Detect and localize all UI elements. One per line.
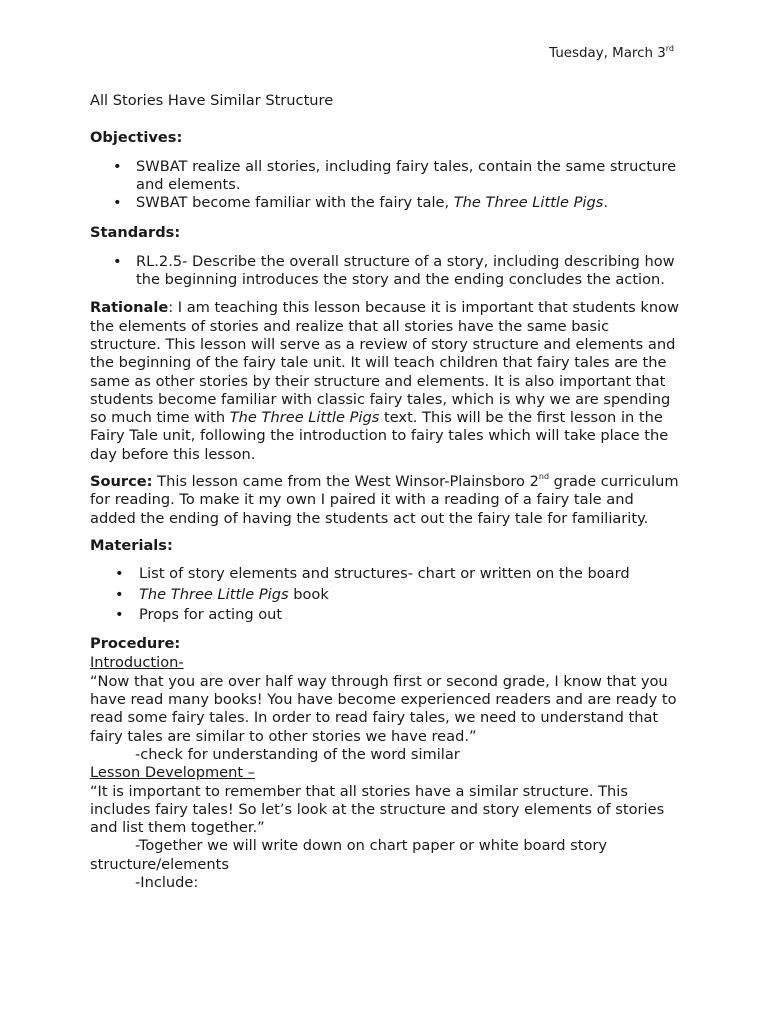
grade-ordinal: nd — [538, 472, 550, 482]
introduction-quote: “Now that you are over half way through first or second grade, I know that you have read many books! You have become experienced readers and are ready to read some fairy tales. In order to read fairy tales, we need to understand that fairy tales are similar to other stories we have read.” — [90, 672, 677, 745]
source-text: This lesson came from the West Winsor-Plainsboro 2 — [152, 473, 539, 491]
bullet-icon: • — [115, 605, 124, 623]
material-text: List of story elements and structures- chart or written on the board — [139, 565, 630, 583]
book-title: The Three Little Pigs — [229, 409, 380, 427]
list-item — [90, 586, 680, 604]
objective-text: SWBAT become familiar with the fairy tale, — [136, 194, 454, 212]
rationale-label: Rationale — [90, 299, 169, 317]
lesson-development-include: -Include: — [135, 873, 199, 891]
procedure-heading: Procedure: — [90, 635, 181, 653]
introduction-step: -check for understanding of the word similar — [135, 745, 460, 763]
standards-heading: Standards: — [90, 224, 181, 242]
document-body — [90, 92, 680, 892]
lesson-development-step: -Together we will write down on chart paper or white board story structure/elements — [90, 837, 608, 873]
bullet-icon: • — [115, 565, 124, 583]
bullet-icon: • — [113, 194, 122, 212]
list-item — [90, 606, 680, 624]
source-paragraph — [90, 473, 680, 528]
book-title: The Three Little Pigs — [139, 585, 289, 603]
date-header — [549, 45, 674, 63]
lesson-development-label: Lesson Development – — [90, 764, 256, 782]
list-item — [90, 158, 680, 195]
list-item — [90, 253, 680, 290]
list-item — [90, 194, 680, 212]
bullet-icon: • — [113, 157, 122, 175]
date-text: Tuesday, March 3 — [549, 46, 666, 61]
date-ordinal: rd — [665, 43, 674, 53]
bullet-icon: • — [113, 252, 122, 270]
objective-text-end: . — [603, 194, 608, 212]
rationale-paragraph — [90, 299, 680, 464]
materials-heading: Materials: — [90, 536, 173, 554]
material-text: Props for acting out — [139, 605, 283, 623]
lesson-development-quote: “It is important to remember that all stories have a similar structure. This includes fairy tales! So let’s look at the structure and story elements of stories and list them together.” — [90, 782, 665, 837]
objectives-heading: Objectives: — [90, 129, 183, 147]
materials-list — [90, 565, 680, 624]
standards-list — [90, 253, 680, 290]
source-label: Source: — [90, 473, 153, 491]
standard-text: RL.2.5- Describe the overall structure of a story, including describing how the beginning introduces the story and the ending concludes the action. — [136, 252, 675, 289]
material-text: book — [288, 585, 329, 603]
lesson-title: All Stories Have Similar Structure — [90, 92, 334, 109]
objectives-list — [90, 158, 680, 213]
source-text-end: grade curriculum for reading. To make it my own I paired it with a reading of a fairy tale and added the ending of having the students act out the fairy tale for familiarity. — [90, 473, 679, 527]
book-title: The Three Little Pigs — [453, 194, 604, 212]
list-item — [90, 565, 680, 583]
introduction-label: Introduction- — [90, 654, 184, 672]
rationale-text: : I am teaching this lesson because it is important that students know the elements of stories and realize that all stories have the same basic structure. This lesson will serve as a review of story structure and elements and the beginning of the fairy tale unit. It will teach children that fairy tales are the same as other stories by their structure and elements. It is also important that students become familiar with classic fairy tales, which is why we are spending so much time with — [90, 299, 679, 427]
rationale-text-end: text. This will be the first lesson in the Fairy Tale unit, following the introduction to fairy tales which will take place the day before this lesson. — [90, 409, 669, 463]
bullet-icon: • — [115, 585, 124, 603]
objective-text: SWBAT realize all stories, including fairy tales, contain the same structure and elements. — [136, 157, 677, 193]
